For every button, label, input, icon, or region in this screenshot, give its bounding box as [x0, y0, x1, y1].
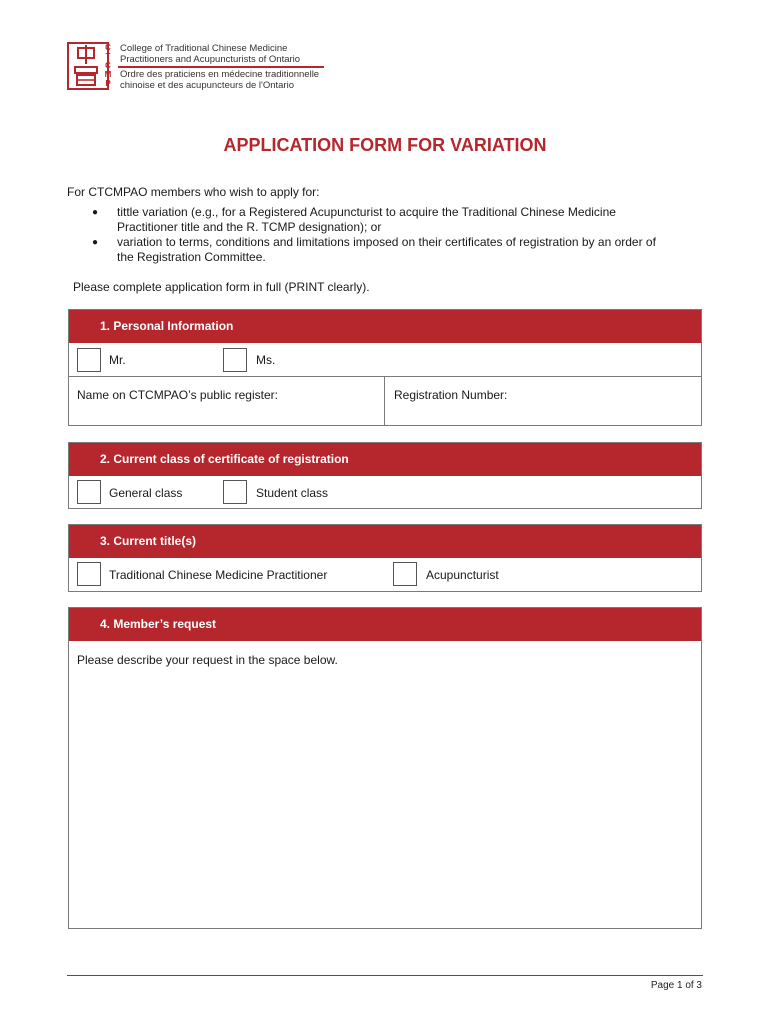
public-register-name-field[interactable]: [71, 402, 381, 422]
acupuncturist-checkbox[interactable]: [393, 562, 417, 586]
tcmp-checkbox[interactable]: [77, 562, 101, 586]
bullet-2-line2: the Registration Committee.: [117, 250, 266, 264]
student-class-label: Student class: [256, 486, 329, 500]
section-personal-information: [68, 309, 702, 426]
registration-number-label: Registration Number:: [394, 388, 508, 402]
student-class-checkbox[interactable]: [223, 480, 247, 504]
section-current-titles: [68, 524, 702, 592]
public-register-name-label: Name on CTCMPAO’s public register:: [77, 388, 278, 402]
request-prompt: Please describe your request in the space below.: [77, 653, 338, 667]
mr-checkbox[interactable]: [77, 348, 101, 372]
bullet-icon: ●: [92, 207, 99, 218]
logo-french-line1: Ordre des praticiens en médecine traditionnelle: [120, 69, 320, 80]
bullet-1-line2: Practitioner title and the R. TCMP designation); or: [117, 220, 382, 234]
page-number: Page 1 of 3: [650, 980, 702, 991]
request-textarea[interactable]: [71, 672, 699, 924]
footer-divider: [67, 975, 703, 976]
tcmp-label: Traditional Chinese Medicine Practitioner: [109, 568, 328, 582]
general-class-label: General class: [109, 486, 183, 500]
section-2-heading: 2. Current class of certificate of registration: [69, 443, 701, 476]
registration-number-field[interactable]: [387, 402, 697, 422]
instruction-text: Please complete application form in full (PRINT clearly).: [73, 280, 370, 294]
row-divider: [69, 376, 701, 377]
bullet-1-line1: tittle variation (e.g., for a Registered Acupuncturist to acquire the Traditional Chinese Medicine: [117, 205, 616, 219]
section-1-heading: 1. Personal Information: [69, 310, 701, 343]
section-members-request: [68, 607, 702, 929]
column-divider: [384, 376, 385, 425]
general-class-checkbox[interactable]: [77, 480, 101, 504]
logo-french-line2: chinoise et des acupuncteurs de l'Ontario: [120, 80, 294, 91]
form-title: APPLICATION FORM FOR VARIATION: [223, 135, 547, 155]
ms-checkbox[interactable]: [223, 348, 247, 372]
bullet-icon: ●: [92, 237, 99, 248]
logo-acronym: C T C M P: [104, 43, 112, 88]
ms-label: Ms.: [256, 353, 276, 367]
bullet-2-line1: variation to terms, conditions and limitations imposed on their certificates of registration by an order of: [117, 235, 656, 249]
section-4-heading: 4. Member’s request: [69, 608, 701, 641]
logo-english-line1: College of Traditional Chinese Medicine: [120, 43, 288, 54]
logo-divider: [118, 66, 324, 68]
acupuncturist-label: Acupuncturist: [426, 568, 499, 582]
logo-english-line2: Practitioners and Acupuncturists of Ontario: [120, 54, 301, 65]
section-3-heading: 3. Current title(s): [69, 525, 701, 558]
mr-label: Mr.: [109, 353, 126, 367]
intro-text: For CTCMPAO members who wish to apply for:: [67, 185, 320, 199]
section-certificate-class: [68, 442, 702, 509]
